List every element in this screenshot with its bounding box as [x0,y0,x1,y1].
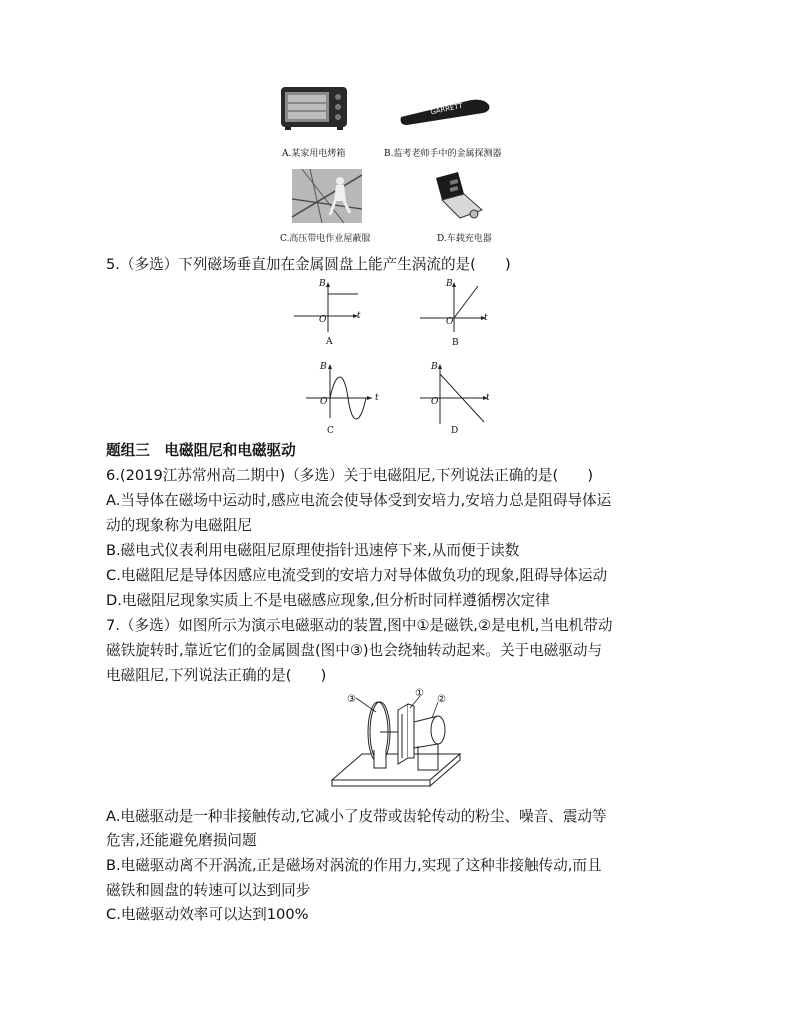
graph-b-axis-y: B [446,279,453,289]
image-caption-d: D.车载充电器 [437,234,492,244]
graph-d-origin: O [431,397,439,407]
graph-a-label: A [326,337,333,347]
graph-c-axis-y: B [320,362,327,372]
question-7-option-c: C.电磁驱动效率可以达到100% [106,906,309,923]
graph-c [306,362,378,418]
graph-b [420,280,492,332]
graph-d-axis-y: B [431,362,438,372]
question-7-option-a-line-2: 危害,还能避免磨损问题 [106,832,257,849]
group-3-heading: 题组三 电磁阻尼和电磁驱动 [106,442,296,459]
graph-d-label: D [451,426,459,436]
apparatus-label-three: ③ [347,694,356,705]
graph-c-axis-x: t [375,393,379,403]
metal-detector-image [397,95,493,127]
question-6-option-a-line-1: A.当导体在磁场中运动时,感应电流会使导体受到安培力,安培力总是阻碍导体运 [106,492,612,509]
oven-image [279,85,351,131]
graph-a-origin: O [319,315,327,325]
high-voltage-work-image [292,169,362,223]
graph-a-axis-x: t [357,311,361,321]
question-7-stem-line-2: 磁铁旋转时,靠近它们的金属圆盘(图中③)也会绕轴转动起来。关于电磁驱动与 [106,642,603,659]
apparatus-label-one: ① [415,688,424,699]
graph-c-origin: O [320,397,328,407]
question-6-stem: 6.(2019江苏常州高二期中)（多选）关于电磁阻尼,下列说法正确的是( ) [106,467,594,484]
graph-b-axis-x: t [484,313,488,323]
image-caption-b: B.监考老师手中的金属探测器 [384,149,502,159]
question-6-option-d: D.电磁阻尼现象实质上不是电磁感应现象,但分析时同样遵循楞次定律 [106,592,550,609]
graph-b-label: B [452,338,459,348]
question-6-option-b: B.磁电式仪表利用电磁阻尼原理使指针迅速停下来,从而便于读数 [106,542,520,559]
question-5-stem: 5.（多选）下列磁场垂直加在金属圆盘上能产生涡流的是( ) [106,256,511,273]
question-7-option-b-line-2: 磁铁和圆盘的转速可以达到同步 [106,882,311,899]
apparatus-label-two: ② [437,694,446,705]
question-7-option-a-line-1: A.电磁驱动是一种非接触传动,它减小了皮带或齿轮传动的粉尘、噪音、震动等 [106,808,607,825]
question-7-option-b-line-1: B.电磁驱动离不开涡流,正是磁场对涡流的作用力,实现了这种非接触传动,而且 [106,857,602,874]
image-caption-c: C.高压带电作业屋蔽服 [280,234,371,244]
graph-a [294,280,364,332]
graph-c-label: C [327,426,334,436]
question-6-option-c: C.电磁阻尼是导体因感应电流受到的安培力对导体做负功的现象,阻碍导体运动 [106,567,608,584]
question-6-option-a-line-2: 动的现象称为电磁阻尼 [106,517,252,534]
graph-b-origin: O [446,317,454,327]
question-7-stem-line-1: 7.（多选）如图所示为演示电磁驱动的装置,图中①是磁铁,②是电机,当电机带动 [106,617,613,634]
image-caption-a: A.某家用电烤箱 [282,149,346,159]
graph-a-axis-y: B [319,279,326,289]
question-7-stem-line-3: 电磁阻尼,下列说法正确的是( ) [106,667,327,684]
detector-brand: GARRETT [429,101,464,117]
car-charger-image [430,170,486,222]
graph-d-axis-x: t [486,393,490,403]
